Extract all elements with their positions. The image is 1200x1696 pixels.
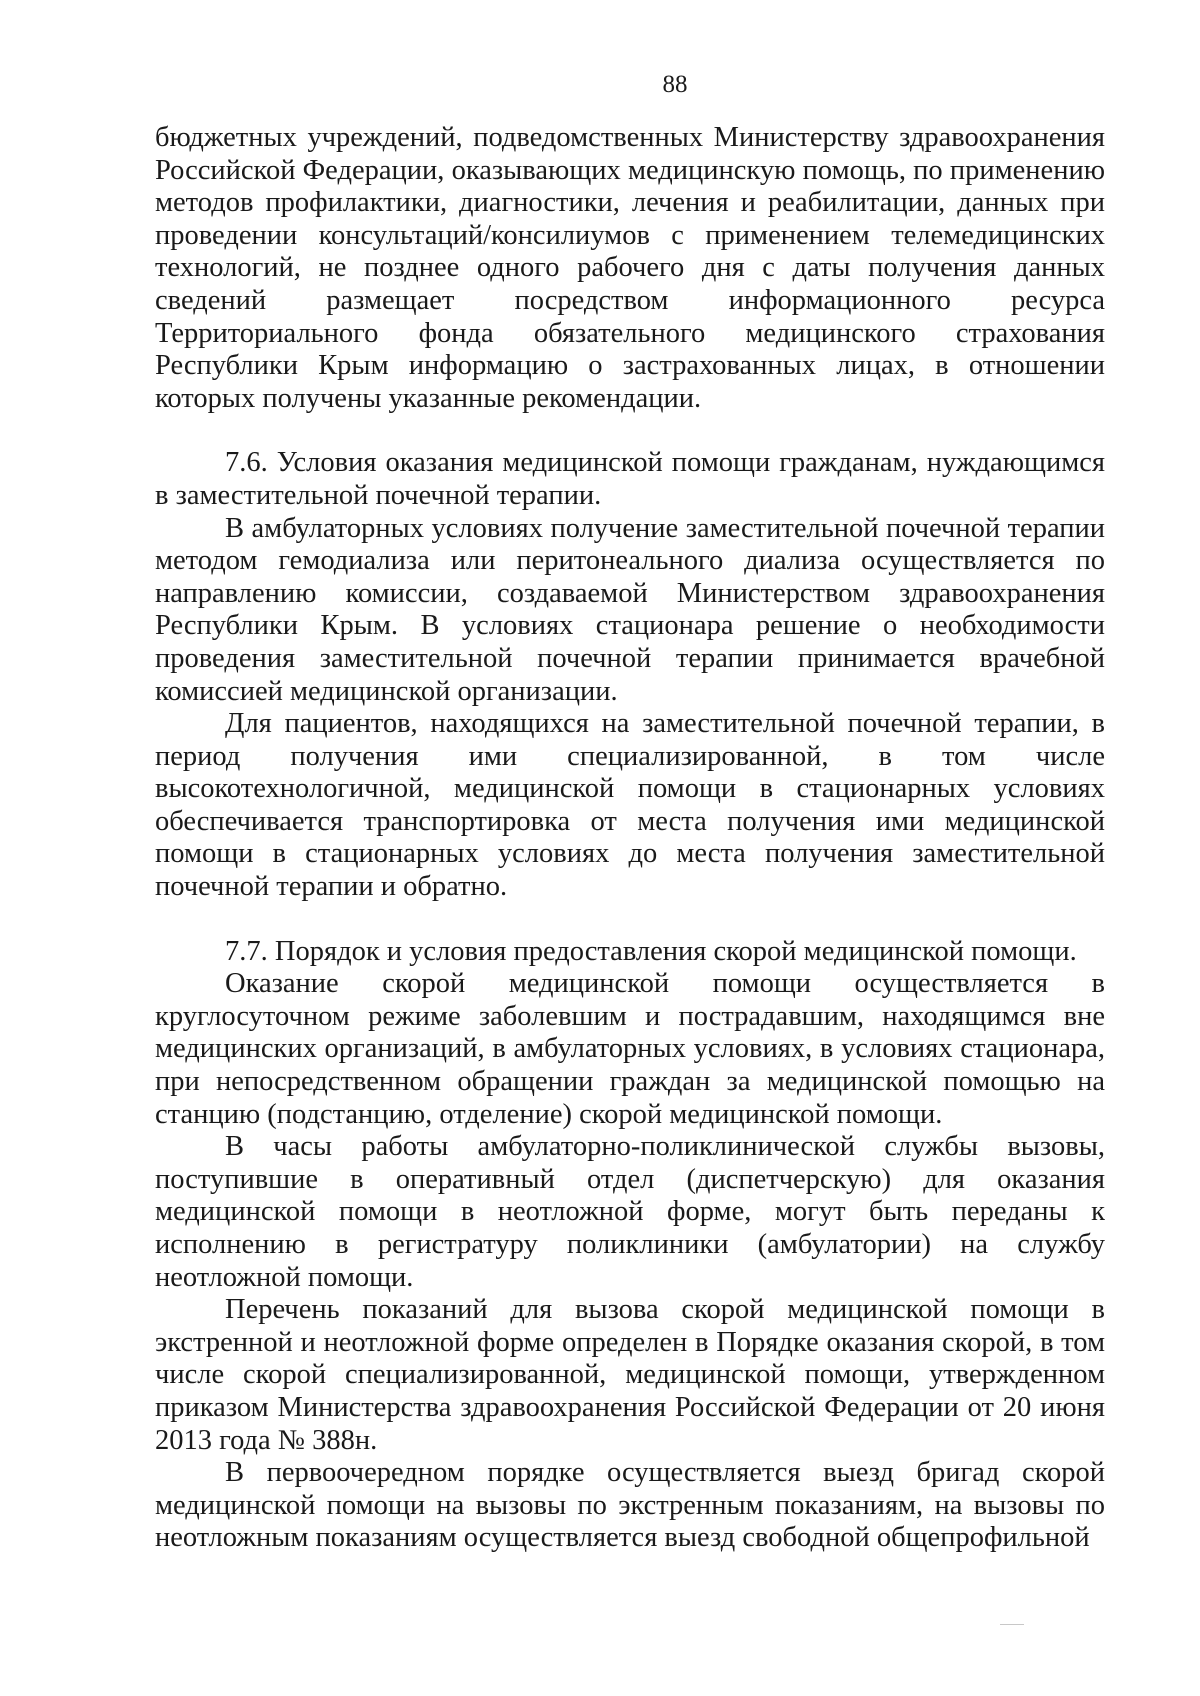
section-heading-7-7: 7.7. Порядок и условия предоставления скорой медицинской помощи. xyxy=(225,935,1077,967)
paragraph-outpatient-calls: В часы работы амбулаторно-поликлинической службы вызовы, поступившие в оперативный отдел (диспетчерскую) для оказания медицинской помощи в неотложной форме, могут быть переданы к исполнению в регистратуру поликлиники (амбулатории) на службу неотложной помощи. xyxy=(155,1131,1105,1293)
paragraph-continuation: бюджетных учреждений, подведомственных Министерству здравоохранения Российской Федерации, оказывающих медицинскую помощь, по применению методов профилактики, диагностики, лечения и реабилитации, данных при проведении консультаций/консилиумов с применением телемедицинских технологий, не позднее одного рабочего дня с даты получения данных сведений размещает посредством информационного ресурса Территориального фонда обязательного медицинского страхования Республики Крым информацию о застрахованных лицах, в отношении которых получены указанные рекомендации. xyxy=(155,122,1105,414)
paragraph-ambulance-provision: Оказание скорой медицинской помощи осуществляется в круглосуточном режиме заболевшим и пострадавшим, находящимся вне медицинских организаций, в амбулаторных условиях, в условиях стационара, при непосредственном обращении граждан за медицинской помощью на станцию (подстанцию, отделение) скорой медицинской помощи. xyxy=(155,968,1105,1130)
section-heading-7-6: 7.6. Условия оказания медицинской помощи гражданам, нуждающимся в заместительной почечной терапии. xyxy=(155,447,1105,511)
paragraph-priority-dispatch: В первоочередном порядке осуществляется выезд бригад скорой медицинской помощи на вызовы по экстренным показаниям, на вызовы по неотложным показаниям осуществляется выезд свободной общепрофильной xyxy=(155,1457,1105,1554)
scan-artifact xyxy=(990,1620,1080,1630)
page-number: 88 xyxy=(662,71,688,98)
paragraph-dialysis-transport: Для пациентов, находящихся на заместительной почечной терапии, в период получения ими специализированной, в том числе высокотехнологичной, медицинской помощи в стационарных условиях обеспечивается транспортировка от места получения ими медицинской помощи в стационарных условиях до места получения заместительной почечной терапии и обратно. xyxy=(155,708,1105,903)
paragraph-dialysis-referral: В амбулаторных условиях получение заместительной почечной терапии методом гемодиализа или перитонеального диализа осуществляется по направлению комиссии, создаваемой Министерством здравоохранения Республики Крым. В условиях стационара решение о необходимости проведения заместительной почечной терапии принимается врачебной комиссией медицинской организации. xyxy=(155,512,1105,707)
document-body xyxy=(155,122,1105,1555)
paragraph-indications-list: Перечень показаний для вызова скорой медицинской помощи в экстренной и неотложной форме определен в Порядке оказания скорой, в том числе скорой специализированной, медицинской помощи, утвержденном приказом Министерства здравоохранения Российской Федерации от 20 июня 2013 года № 388н. xyxy=(155,1294,1105,1456)
